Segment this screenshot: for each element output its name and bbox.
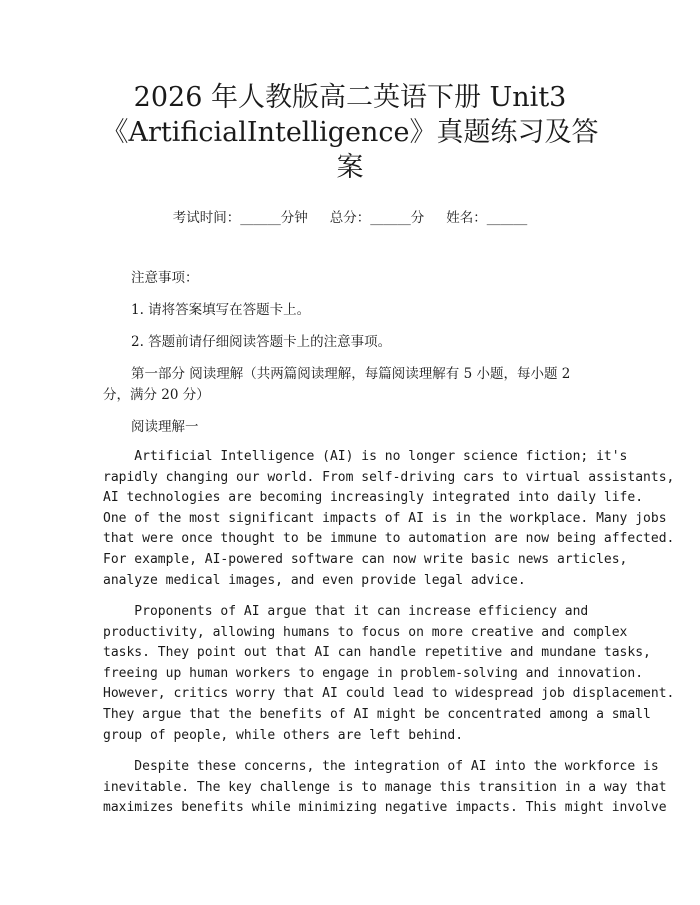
exam-meta (0, 206, 700, 226)
student-name: 姓名：______ (446, 210, 528, 226)
document-title (60, 80, 640, 185)
paragraph-line: AI technologies are becoming increasingly integrated into daily life. (103, 490, 644, 506)
paragraph-line: Proponents of AI argue that it can increase efficiency and (103, 604, 589, 619)
paragraph-line: Artificial Intelligence (AI) is no longer science fiction; it's (103, 449, 628, 464)
paragraph-line: tasks. They point out that AI can handle repetitive and mundane tasks, (103, 645, 651, 661)
paragraph-line: analyze medical images, and even provide legal advice. (103, 572, 526, 588)
section-heading-line: 分，满分 20 分） (103, 387, 210, 403)
paragraph-line: Despite these concerns, the integration of AI into the workforce is (103, 759, 659, 774)
reading-heading: 阅读理解一 (131, 419, 199, 435)
paragraph-line: that were once thought to be immune to automation are now being affected. (103, 531, 675, 547)
paragraph-line: maximizes benefits while minimizing negative impacts. This might involve (103, 800, 667, 816)
paragraph-line: group of people, while others are left behind. (103, 727, 464, 743)
notice-heading: 注意事项： (131, 270, 199, 286)
paragraph-line: inevitable. The key challenge is to manage this transition in a way that (103, 779, 667, 795)
title-line: 《ArtificialIntelligence》真题练习及答 (101, 117, 599, 148)
title-line: 2026 年人教版高二英语下册 Unit3 (133, 82, 567, 113)
paragraph-line: They argue that the benefits of AI might be concentrated among a small (103, 707, 651, 722)
exam-time: 考试时间：______分钟 (172, 210, 308, 226)
paragraph-line: productivity, allowing humans to focus on more creative and complex (103, 624, 628, 640)
section-heading-line: 第一部分 阅读理解（共两篇阅读理解，每篇阅读理解有 5 小题，每小题 2 (131, 366, 571, 382)
paragraph-line: rapidly changing our world. From self-driving cars to virtual assistants, (103, 469, 675, 485)
exam-score: 总分：______分 (329, 210, 425, 226)
title-line: 案 (336, 152, 364, 183)
paragraph-line: For example, AI-powered software can now write basic news articles, (103, 552, 628, 567)
paragraph-line: One of the most significant impacts of AI is in the workplace. Many jobs (103, 510, 667, 526)
paragraph-line: However, critics worry that AI could lead to widespread job displacement. (103, 686, 675, 702)
notice-item: 2. 答题前请仔细阅读答题卡上的注意事项。 (131, 334, 392, 350)
notice-item: 1. 请将答案填写在答题卡上。 (131, 302, 311, 318)
paragraph-line: freeing up human workers to engage in problem-solving and innovation. (103, 665, 644, 681)
